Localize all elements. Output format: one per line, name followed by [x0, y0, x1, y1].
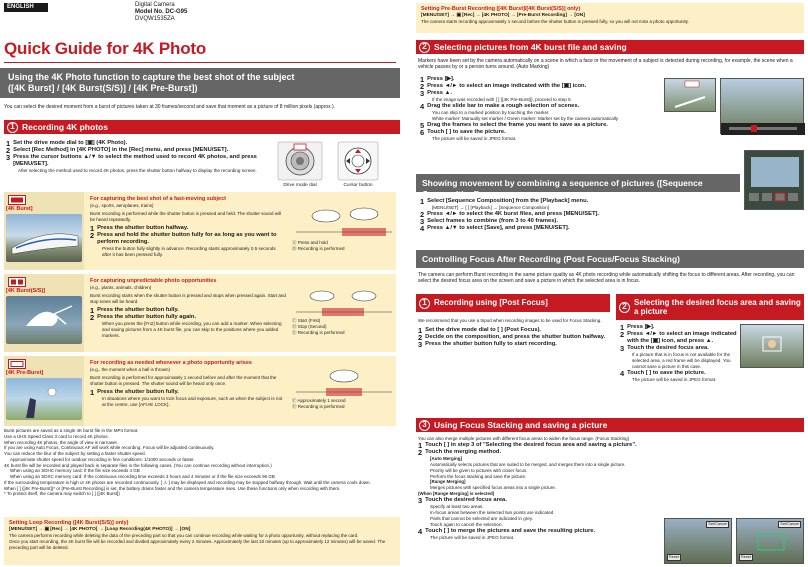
playback-screen-1 [664, 78, 716, 112]
pf2-title: Selecting the desired focus area and saving a picture [634, 297, 801, 316]
page-title: Quick Guide for 4K Photo [4, 39, 207, 58]
model-info [135, 2, 187, 23]
note-item: If the surrounding temperature is high or 4K photos are recorded continuously, [ ⚠ ] may be displayed and recording may be stopped halfway through. Wait until the camera cools down. [4, 479, 371, 485]
focus-stacking-header [416, 418, 804, 432]
mode1-body: For capturing the best shot of a fast-moving subject (e.g., sports, aeroplanes, trains) Burst recording is performed while the shutter button is pressed and held. The shutter sound will be heard repeatedly. 1 Press the shutter button halfway. 2 Press and hold the shutter button fully for as long as you want to perform recording. Press the button fully slightly in advance. Recording starts approximately 0.5 seconds after it has been pressed fully. [90, 196, 286, 258]
fs-step3-note: Touch again to cancel the selection. [430, 521, 503, 527]
note-item: You can reduce the blur of the subject by setting a faster shutter speed. [4, 451, 146, 456]
mode1-legend-b: Ⓑ Recording is performed [292, 245, 345, 251]
pf1-number: 1 [419, 298, 430, 309]
post-focus-screen [740, 324, 804, 368]
s2-step4-note2: White marker: Manually set marker / Green marker: Marker set by the camera automatically [432, 116, 619, 122]
fs-auto-note1: Priority will be given to pictures with closer focus. [430, 467, 528, 473]
note-item: Approximate shutter speed for outdoor recording in fine conditions: 1/1000 seconds or faster. [10, 456, 195, 462]
intro-banner-line1: Using the 4K Photo function to capture the best shot of the subject [8, 72, 295, 82]
s1-step1: 1 Set the drive mode dial to [▣] (4K Photo). [6, 139, 128, 148]
s2-step4: Drag the slide bar to make a rough selection of scenes. [427, 103, 580, 110]
pf2-steps: 1 Press [▶]. 2 Press ◄/► to select an image indicated with the [▣] icon, and press ▲. 3 Touch the desired focus area. If a picture that is in focus is not available for the selected area, a red frame will be displayed. You cannot save a picture in this case. 4 Touch [ ] to save the picture. The picture will be saved in JPEG format. [620, 323, 737, 383]
pf1-steps: We recommend that you use a tripod when recording images to be used for Focus Stacking. 1 Set the drive mode dial to [ ] (Post Focus). 2 Decide on the composition, and press the shutter button halfway. 3 Press the shutter button fully to start recording. [418, 318, 608, 348]
section2-intro: Markers have been set by the camera automatically on a scene in which a face or the movement of a subject is detected during recording, for example, the scene when a vehicle passes by or a person turns around. (Auto Marking) [418, 58, 793, 71]
s2-step3: Press ▲. [427, 90, 452, 97]
note-item: Use a UHS Speed Class 3 card to record 4K photos. [4, 433, 109, 439]
drive-mode-dial-figure [272, 140, 328, 182]
note-item: 4K burst file will be recorded and played back in separate files in the following cases. (You can continue recording without interruption.) [4, 462, 272, 468]
mode1-label: [4K Burst] [6, 206, 33, 212]
train-photo [6, 214, 82, 262]
section1-steps [6, 140, 264, 174]
mode2-step2: Press the shutter button fully again. [97, 313, 197, 320]
s1-step3-note: After selecting the method used to record 4K photos, press the shutter button halfway to display the recording screen. [18, 168, 257, 174]
mode2-label: [4K Burst(S/S)] [6, 288, 46, 294]
frame-select-screen [744, 150, 804, 210]
fs-step3-note: Parts that cannot be selected are indicated in grey. [430, 515, 534, 521]
note-item: * To protect itself, the camera may switch to [ ] ([4K Burst]) [4, 491, 120, 497]
section1-title: Recording 4K photos [22, 121, 108, 132]
fs-when-range: (When [Range Merging] is selected) [418, 491, 495, 497]
seq-step1: Select [Sequence Composition] from the [Playback] menu. [427, 198, 589, 204]
fs-step3-note: In-focus areas between the selected two points are indicated [430, 509, 554, 515]
loop-recording-box [4, 517, 400, 565]
pf2-header [616, 294, 804, 320]
fs-number: 3 [419, 420, 430, 431]
pf2-step4-note: The picture will be saved in JPEG format. [632, 377, 717, 383]
loop-box-text: The camera performs recording while deleting the data of the preceding part so that you can continue recording while waiting for a photo opportunity, without replacing the card. [9, 533, 359, 539]
section2-title: Selecting pictures from 4K burst file and saving [434, 41, 627, 52]
fs-auto-head: [Auto Merging] [430, 455, 462, 461]
pf2-number: 2 [619, 302, 630, 313]
note-item: When recording 4K photos, the angle of view is narrower. [4, 439, 119, 445]
post-focus-intro: The camera can perform Burst recording in the same picture quality as 4K photo recording while automatically shifting the focus to different areas. After recording, you can select the desired focus area on the screen and save a picture in which the selected area is in focus. [418, 272, 795, 285]
drive-mode-dial-caption: Drive mode dial [283, 183, 317, 188]
mode3-note: In situations where you want to lock focus and exposure, such as when the subject is not at the centre, use [AF/AE LOCK]. [102, 395, 283, 407]
seq-step1-note: [MENU/SET] → [ ] [Playback] → [Sequence Composition] [432, 205, 549, 211]
note-item: When [ ] ([4K Pre-Burst])* or [Pre-Burst Recording] is set, the battery drains faster and the camera temperature rises. Use these functions only when recording with them. [4, 485, 341, 491]
sequence-header: Showing movement by combining a sequence of pictures ([Sequence Composition]) [416, 174, 740, 192]
pf1-step1: Set the drive mode dial to [ ] (Post Focus). [425, 326, 542, 333]
pre-burst-title: Setting Pre-Burst Recording ([4K Burst]/[4K Burst(S/S)] only) [421, 6, 581, 12]
note-item: When using an SDXC memory card: If the continuous recording time exceeds 3 hours and 4 minutes or if the file size exceeds 96 GB [10, 474, 275, 479]
mode1-sub: (e.g., sports, aeroplanes, trains) [90, 203, 154, 209]
pf1-step2: Decide on the composition, and press the shutter button halfway. [425, 333, 606, 340]
intro-banner [0, 68, 400, 98]
mode2-left-panel [4, 274, 84, 352]
mode2-sub: (e.g., plants, animals, children) [90, 285, 152, 291]
mode3-legend-g: Ⓖ Recording is performed [292, 403, 345, 409]
range-merge-screen-2 [736, 518, 804, 564]
s2-step6: Touch [ ] to save the picture. [427, 129, 506, 136]
mode2-legend-c: Ⓒ Start (First) [292, 318, 321, 323]
fs-step2: Touch the merging method. [425, 448, 502, 455]
title-divider [4, 62, 396, 63]
mode2-legend-e: Ⓔ Recording is performed [292, 329, 345, 335]
s2-step3-note: If the image was recorded with [ ] ([4K Pre-Burst]), proceed to step 5 [432, 97, 571, 103]
note-item: If you are using Auto Focus, Continuous AF will work while recording. Focus will be adjusted continuously. [4, 445, 215, 451]
range-merge-screen-1 [664, 518, 732, 564]
pf2-step3-note: If a picture that is in focus is not available for the selected area, a red frame will be displayed. You cannot save a picture in this case. [632, 352, 731, 370]
seq-step4: Press ▲/▼ to select [Save], and press [MENU/SET]. [427, 225, 570, 232]
pf1-note: We recommend that you use a tripod when recording images to be used for Focus Stacking. [418, 318, 602, 323]
pre-burst-mode-icon [8, 359, 26, 369]
mode2-body: For capturing unpredictable photo opportunities (e.g., plants, animals, children) Burst recording starts when the shutter button is pressed and stops when pressed again. Start and stop tones will be heard. 1 Press the shutter button fully. 2 Press the shutter button fully again. When you press the [Fn2] button while recording, you can add a marker. When selecting and saving pictures from a 4K burst file, you can skip to the positions where you added markers. [90, 278, 286, 338]
pre-burst-path: [MENU/SET] → ▣ [Rec] → [4K PHOTO] → [Pre-Burst Recording] → [ON] [421, 13, 585, 19]
s1-step2: 2 Select [Rec Method] in [4K PHOTO] in the [Rec] menu, and press [MENU/SET]. [6, 146, 229, 156]
pre-burst-text: The camera starts recording approximately 1 second before the shutter button is pressed fully, so you will not miss a photo opportunity. [421, 19, 689, 25]
pf2-step1: Press [▶]. [627, 324, 655, 330]
mode2-desc: Burst recording starts when the shutter button is pressed and stops when pressed again. Start and stop tones will be heard. [90, 292, 286, 304]
burst-ss-mode-icon [8, 277, 26, 287]
mode1-diagram [292, 200, 396, 252]
mode2-note: When you press the [Fn2] button while recording, you can add a marker. When selecting and saving pictures from a 4K burst file, you can skip to the positions where you added markers. [102, 320, 282, 338]
mode3-diagram [292, 364, 396, 410]
mode1-left-panel [4, 192, 84, 270]
s2-step5: Drag the frames to select the frame you want to save as a picture. [427, 122, 608, 129]
set-cancel-button[interactable]: Set/Cancel [708, 522, 727, 526]
fs-step1: Touch [ ] in step 3 of "Selecting the desired focus area and saving a picture". [425, 441, 637, 448]
cursor-button-caption: Cursor button [343, 183, 373, 188]
intro-text: You can select the desired moment from a burst of pictures taken at 30 frames/second and save that moment as a picture of 8 million pixels (approx.). [4, 104, 336, 110]
section1-number: 1 [7, 122, 18, 133]
intro-banner-line2: ([4K Burst] / [4K Burst(S/S)] / [4K Pre-Burst]) [8, 83, 198, 94]
mode3-left-panel [4, 356, 84, 426]
reset-button[interactable]: Reset [669, 555, 679, 560]
mode2-diagram [292, 282, 396, 336]
product-name: Digital Camera [135, 2, 175, 8]
note-item: When using an SDHC memory card: If the file size exceeds 4 GB [10, 468, 140, 474]
burst-mode-icon [8, 195, 26, 205]
mode3-desc: Burst recording is performed for approximately 1 second before and after the moment that the shutter button is pressed. The shutter sound will be heard only once. [90, 374, 277, 386]
pf2-step2: Press ◄/► to select an image indicated with the [▣] icon, and press ▲. [627, 331, 737, 345]
fs-step3-note: Specify at least two areas. [430, 503, 484, 509]
mode1-step2: Press and hold the shutter button fully for as long as you want to perform recording. [97, 231, 277, 245]
mode3-label: [4K Pre-Burst] [6, 370, 44, 376]
mode2-heading: For capturing unpredictable photo opportunities [90, 278, 217, 284]
section2-steps: 1 Press [▶]. 2 Press ◄/► to select an image indicated with the [▣] icon. 3 Press ▲. If the image was recorded with [ ] ([4K Pre-Burst]), proceed to step 5 4 Drag the slide bar to make a rough selection of scenes. You can skip to a marked position by touching the marker. White marker: Manually set marker / Green marker: Marker set by the camera automatically 5 Drag the frames to select the frame you want to save as a picture. 6 Touch [ ] to save the picture. The picture will be saved in JPEG format. [420, 76, 660, 142]
fs-intro: You can also merge multiple pictures with different focus areas to widen the focus range. (Focus Stacking) [418, 436, 630, 441]
mode1-legend-a: Ⓐ Press and hold [292, 240, 328, 245]
mode-4k-pre-burst [4, 356, 396, 426]
fs-range-head: [Range Merging] [430, 479, 466, 485]
mode3-step1: Press the shutter button fully. [97, 388, 179, 395]
section2-header [416, 40, 804, 54]
section1-header [4, 120, 400, 134]
sequence-steps: 1 Select [Sequence Composition] from the [Playback] menu. [MENU/SET] → [ ] [Playback] → [Sequence Composition] 2 Press ◄/► to select the 4K burst files, and press [MENU/SET]. 3 Select frames to combine (from 3 to 40 frames). 4 Press ▲/▼ to select [Save], and press [MENU/SET]. [420, 198, 720, 232]
fs-auto-note2: Perform the focus stacking and save the picture. [430, 473, 527, 479]
seq-step2: Press ◄/► to select the 4K burst files, and press [MENU/SET]. [427, 211, 600, 218]
fs-auto-text: Automatically selects pictures that are suited to be merged, and merges them into a single picture. [430, 461, 626, 467]
ball-throw-photo [6, 378, 82, 420]
mode-4k-burst-ss [4, 274, 396, 352]
pf2-step3: Touch the desired focus area. [627, 345, 709, 352]
focus-stacking-body: You can also merge multiple pictures with different focus areas to widen the focus range. (Focus Stacking) 1 Touch [ ] in step 3 of "Selecting the desired focus area and saving a picture". 2 Touch the merging method. [Auto Merging] Automatically selects pictures that are suited to be merged, and merges them into a single picture. Priority will be given to pictures with closer focus. Perform the focus stacking and save the picture. [Range Merging] Merges pictures with specified focus areas into a single picture. (When [Range Merging] is selected) 3 Touch the desired focus area. Specify at least two areas. In-focus areas between the selected two points are indicated Parts that cannot be selected are indicated in grey. Touch again to cancel the selection. 4 Touch [ ] to merge the pictures and save the resulting picture. The picture will be saved in JPEG format. [418, 436, 804, 541]
section2-number: 2 [419, 42, 430, 53]
reset-button[interactable]: Reset [741, 555, 751, 560]
pf1-step3: Press the shutter button fully to start recording. [425, 340, 557, 347]
mode3-body: For recording as needed whenever a photo opportunity arises (e.g., the moment when a ball is thrown) Burst recording is performed for approximately 1 second before and after the moment that the shutter button is pressed. The shutter sound will be heard only once. 1 Press the shutter button fully. In situations where you want to lock focus and exposure, such as when the subject is not at the centre, use [AF/AE LOCK]. [90, 360, 286, 408]
notes-list [4, 428, 400, 497]
loop-box-note: Once you start recording, the 4K burst file will be recorded and divided approximately every 2 minutes. Approximately the last 10 minutes (up to approximately 12 minutes) will be saved. The preceding part will be deleted. [9, 539, 386, 550]
s2-step6-note: The picture will be saved in JPEG format. [432, 136, 517, 142]
mode-4k-burst [4, 192, 396, 270]
mode2-step1: Press the shutter button fully. [97, 306, 179, 313]
crane-photo [6, 296, 82, 344]
fs-range-text: Merges pictures with specified focus areas into a single picture. [430, 485, 557, 491]
playback-screen-2 [720, 78, 804, 134]
doc-code: DVQW1535ZA [135, 16, 175, 22]
set-cancel-button[interactable]: Set/Cancel [780, 522, 799, 526]
pf1-title: Recording using [Post Focus] [434, 297, 548, 307]
pf2-step4: Touch [ ] to save the picture. [627, 370, 706, 377]
language-label: ENGLISH [4, 3, 48, 12]
fs-step4-note: The picture will be saved in JPEG format. [430, 534, 515, 540]
fs-title: Using Focus Stacking and saving a picture [434, 419, 608, 430]
mode1-note: Press the button fully slightly in advance. Recording starts approximately 0.5 seconds after it has been pressed fully. [102, 245, 276, 257]
s2-step4-note1: You can skip to a marked position by touching the marker. [432, 110, 550, 116]
mode1-step1: Press the shutter button halfway. [97, 224, 189, 231]
pf1-header [416, 294, 610, 312]
model-number: Model No. DC-G95 [135, 9, 188, 15]
post-focus-header: Controlling Focus After Recording (Post Focus/Focus Stacking) [416, 250, 804, 268]
pre-burst-box [416, 3, 804, 33]
mode3-heading: For recording as needed whenever a photo opportunity arises [90, 360, 252, 366]
s1-step3: 3 Press the cursor buttons ▲/▼ to select the method used to record 4K photos, and press [MENU/SET]. [6, 153, 257, 168]
mode3-sub: (e.g., the moment when a ball is thrown) [90, 367, 171, 373]
seq-step3: Select frames to combine (from 3 to 40 frames). [427, 218, 558, 225]
fs-step4: Touch [ ] to merge the pictures and save the resulting picture. [425, 527, 596, 534]
mode1-desc: Burst recording is performed while the shutter button is pressed and held. The shutter sound will be heard repeatedly. [90, 210, 282, 222]
s2-step2: Press ◄/► to select an image indicated with the [▣] icon. [427, 83, 587, 90]
fs-step3: Touch the desired focus area. [425, 496, 507, 503]
note-item: Burst pictures are saved as a single 4K burst file in the MP4 format. [4, 428, 139, 433]
cursor-button-figure [336, 140, 380, 182]
loop-box-path: [MENU/SET] → ▣ [Rec] → [4K PHOTO] → [Loop Recording(4K PHOTO)] → [ON] [9, 527, 191, 533]
s2-step1: Press [▶]. [427, 76, 455, 82]
mode3-legend-f: Ⓕ Approximately 1 second [292, 398, 346, 403]
loop-box-title: Setting Loop Recording ([4K Burst(S/S)] only) [9, 520, 129, 526]
mode1-heading: For capturing the best shot of a fast-moving subject [90, 196, 226, 202]
mode2-legend-d: Ⓓ Stop (Second) [292, 323, 327, 329]
